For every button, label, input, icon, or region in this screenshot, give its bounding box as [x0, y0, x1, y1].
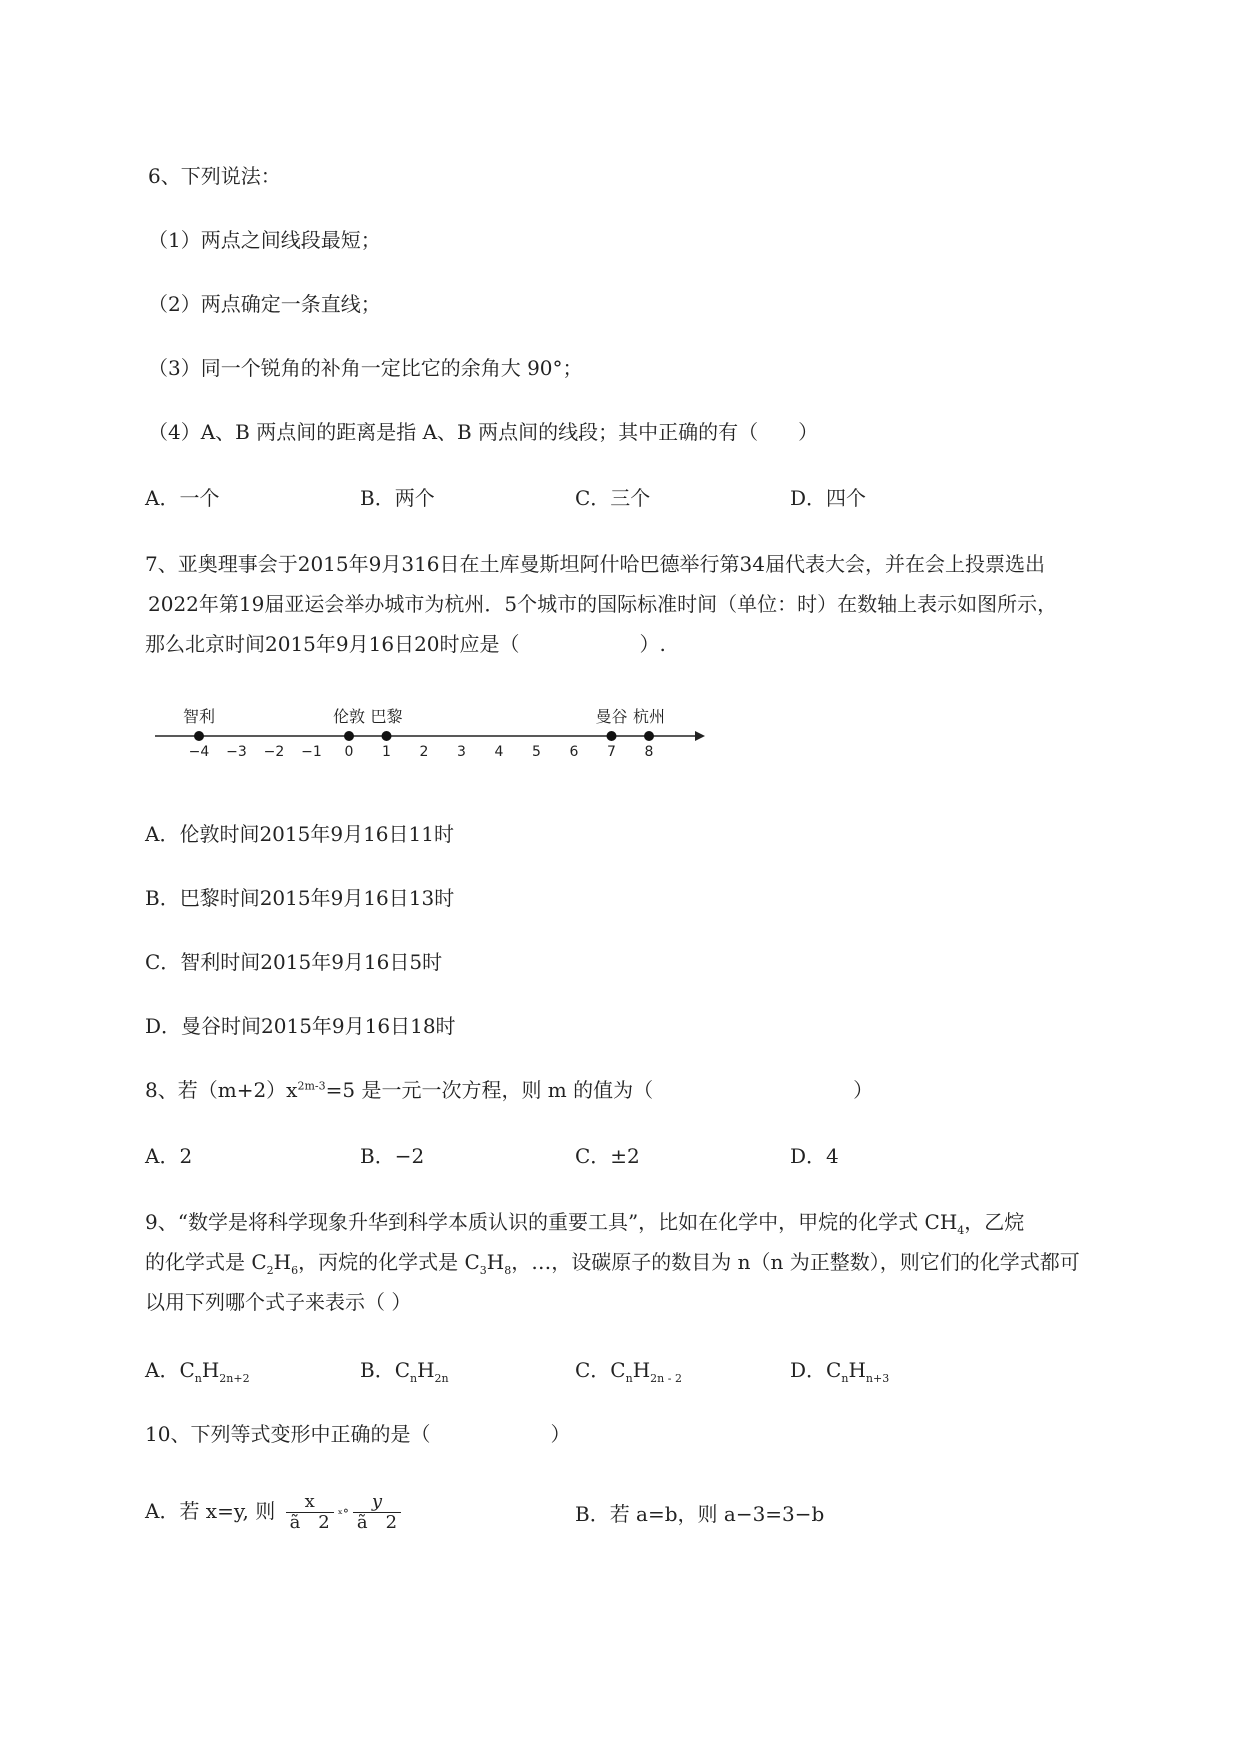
city-label: 杭州 — [632, 707, 666, 726]
q8-option-c: C．±2 — [575, 1144, 640, 1168]
q7-line-3: 那么北京时间2015年9月16日20时应是（ ）. — [145, 632, 666, 656]
q9-option-c-sub2: 2n - 2 — [650, 1372, 682, 1385]
tick-label: 5 — [532, 744, 541, 760]
tick-label: 6 — [569, 744, 579, 760]
q9-h-symbol: H — [273, 1250, 292, 1274]
city-label: 巴黎 — [370, 707, 403, 726]
q10-fraction-1-num: x — [286, 1492, 334, 1513]
tick-label: −2 — [263, 744, 285, 760]
q9-option-c — [575, 1354, 682, 1385]
q6-option-b: B．两个 — [360, 486, 435, 510]
tick-label: 8 — [644, 744, 654, 760]
q8-stem — [145, 1074, 873, 1103]
q8-option-b: B．−2 — [360, 1144, 425, 1168]
q9-line-2-tail: ，…，设碳原子的数目为 n（n 为正整数），则它们的化学式都可 — [511, 1250, 1080, 1274]
city-label: 智利 — [182, 707, 216, 726]
city-point — [607, 731, 617, 741]
q9-c3-subscript: 3 — [479, 1264, 487, 1277]
q9-line-2 — [145, 1246, 1080, 1277]
q9-option-a-label: A．C — [145, 1358, 195, 1382]
number-line-figure — [150, 700, 710, 780]
q10-option-a-mid: ˣ° — [337, 1507, 349, 1521]
q7-option-c: C．智利时间2015年9月16日5时 — [145, 950, 443, 974]
q9-option-c-label: C．C — [575, 1358, 626, 1382]
q10-fraction-1 — [286, 1492, 334, 1533]
q7-option-b: B．巴黎时间2015年9月16日13时 — [145, 886, 455, 910]
city-point — [344, 731, 354, 741]
q6-statement-4: （4）A、B 两点间的距离是指 A、B 两点间的线段；其中正确的有（ ） — [148, 420, 819, 444]
city-point — [194, 731, 204, 741]
tick-label: −3 — [226, 744, 247, 760]
q9-option-a-sub2: 2n+2 — [219, 1372, 250, 1385]
q9-h8-subscript: 8 — [504, 1264, 512, 1277]
q10-fraction-1-den: ã 2 — [289, 1512, 330, 1533]
q9-h6-subscript: 6 — [291, 1264, 299, 1277]
q9-ch4-subscript: 4 — [957, 1224, 965, 1237]
tick-label: −1 — [301, 744, 322, 760]
q9-h-symbol-2: H — [486, 1250, 505, 1274]
q10-option-a — [145, 1492, 405, 1533]
q9-propane-text: ，丙烷的化学式是 C — [298, 1250, 480, 1274]
q7-line-1: 7、亚奥理事会于2015年9月316日在土库曼斯坦阿什哈巴德举行第34届代表大会，并在会上投票选出 — [145, 552, 1045, 576]
city-point — [644, 731, 654, 741]
q7-option-d: D．曼谷时间2015年9月16日18时 — [145, 1014, 456, 1038]
city-label: 伦敦 — [332, 707, 366, 726]
q9-option-a-h: H — [201, 1358, 220, 1382]
q9-option-b — [360, 1354, 449, 1385]
q6-statement-3: （3）同一个锐角的补角一定比它的余角大 90°； — [148, 356, 583, 380]
q10-option-a-text: A．若 x=y, 则 — [145, 1499, 276, 1523]
tick-label: 0 — [344, 744, 354, 760]
q9-line-2-text: 的化学式是 C — [145, 1250, 267, 1274]
q10-stem: 10、下列等式变形中正确的是（ ） — [145, 1422, 571, 1446]
q9-option-c-h: H — [632, 1358, 651, 1382]
q9-option-d-sub2: n+3 — [865, 1372, 890, 1385]
q8-stem-pre: 8、若（m+2）x — [145, 1078, 298, 1102]
tick-label: −4 — [188, 744, 210, 760]
q7-line-2: 2022年第19届亚运会举办城市为杭州．5个城市的国际标准时间（单位：时）在数轴上表示如图所示， — [148, 592, 1058, 616]
q9-line-3: 以用下列哪个式子来表示（ ） — [145, 1290, 412, 1314]
q9-line-1-text: 9、“数学是将科学现象升华到科学本质认识的重要工具”，比如在化学中，甲烷的化学式 CH — [145, 1210, 958, 1234]
q9-option-d-h: H — [848, 1358, 866, 1382]
tick-label: 1 — [382, 744, 391, 760]
q10-option-b: B．若 a=b，则 a−3=3−b — [575, 1502, 825, 1526]
q6-option-c: C．三个 — [575, 486, 651, 510]
city-point — [382, 731, 392, 741]
q9-option-d-sub1: n — [841, 1372, 849, 1385]
q9-line-1-tail: ，乙烷 — [964, 1210, 1025, 1234]
q8-option-a: A．2 — [145, 1144, 193, 1168]
q9-line-1 — [145, 1206, 1024, 1237]
q9-option-a — [145, 1354, 250, 1385]
q6-stem: 6、下列说法： — [148, 164, 281, 188]
q9-option-a-sub1: n — [194, 1372, 202, 1385]
q6-option-a: A．一个 — [145, 486, 220, 510]
q9-option-b-sub1: n — [410, 1372, 418, 1385]
q6-option-d: D．四个 — [790, 486, 867, 510]
tick-label: 2 — [419, 744, 429, 760]
q6-statement-2: （2）两点确定一条直线； — [148, 292, 381, 316]
q9-option-d-label: D．C — [790, 1358, 842, 1382]
q6-statement-1: （1）两点之间线段最短； — [148, 228, 381, 252]
tick-label: 7 — [607, 744, 616, 760]
q9-option-b-h: H — [417, 1358, 435, 1382]
q10-fraction-2 — [353, 1492, 401, 1533]
q8-exponent: 2m-3 — [297, 1079, 326, 1093]
q9-option-b-label: B．C — [360, 1358, 410, 1382]
q9-option-d — [790, 1354, 889, 1385]
number-line-arrow — [695, 731, 705, 741]
tick-label: 3 — [457, 744, 466, 760]
tick-label: 4 — [494, 744, 504, 760]
q7-option-a: A．伦敦时间2015年9月16日11时 — [145, 822, 454, 846]
city-label: 曼谷 — [595, 707, 628, 726]
q10-fraction-2-den: ã 2 — [356, 1512, 398, 1533]
q8-option-d: D．4 — [790, 1144, 839, 1168]
q9-option-b-sub2: 2n — [434, 1372, 449, 1385]
q10-fraction-2-num: y — [353, 1492, 401, 1513]
q9-option-c-sub1: n — [625, 1372, 633, 1385]
q8-stem-post: =5 是一元一次方程，则 m 的值为（ ） — [325, 1078, 874, 1102]
q9-c2-subscript: 2 — [266, 1264, 274, 1277]
